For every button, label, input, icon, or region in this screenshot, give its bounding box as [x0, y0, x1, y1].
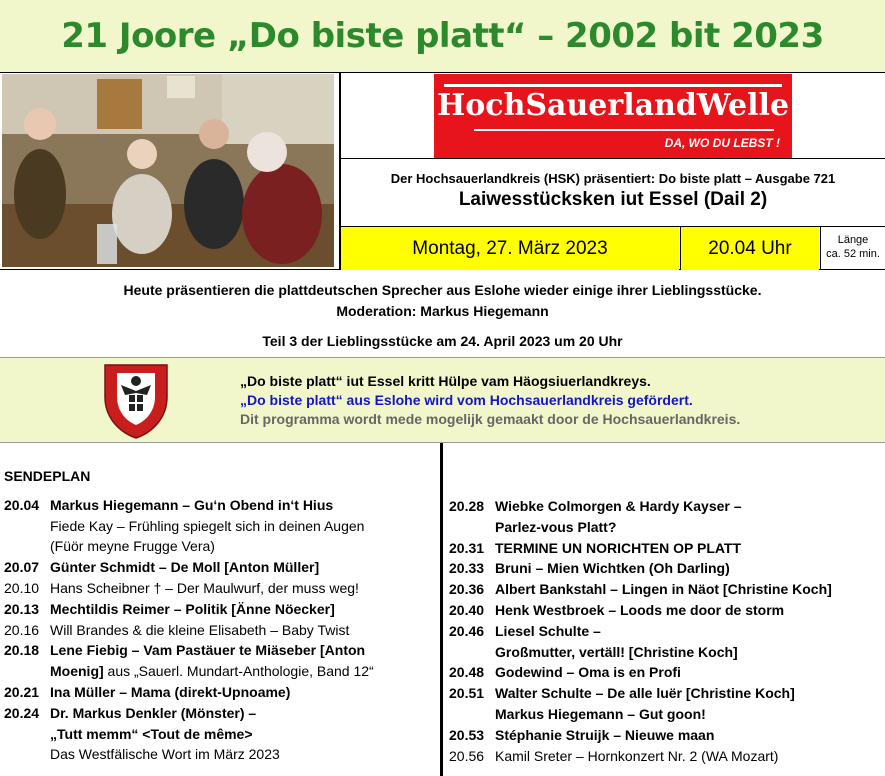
entry-title: Hans Scheibner † – Der Maulwurf, der muss weg! — [50, 579, 359, 596]
entry-text — [50, 599, 436, 620]
schedule-divider — [440, 443, 443, 776]
entry-time — [4, 744, 50, 765]
entry-title: Lene Fiebig – Vam Pastäuer te Miäseber [Anton — [50, 642, 366, 659]
entry-title: Wiebke Colmorgen & Hardy Kayser – — [495, 498, 742, 514]
entry-title: Henk Westbroek – Loods me door de storm — [495, 601, 785, 618]
entry-text — [495, 662, 879, 683]
intro-line-3: Teil 3 der Lieblingsstücke am 24. April 2023 um 20 Uhr — [262, 333, 623, 349]
entry-text — [50, 578, 436, 599]
schedule-entry — [4, 557, 436, 578]
schedule-entry — [449, 558, 879, 579]
schedule-entry — [4, 536, 436, 557]
schedule-list-left — [4, 495, 436, 765]
entry-title: Walter Schulte – De alle luër [Christine Koch] — [495, 685, 795, 702]
schedule-entry — [4, 640, 436, 661]
entry-title: Godewind – Oma is en Profi — [495, 664, 681, 681]
logo-area — [341, 73, 885, 159]
schedule-entry — [449, 662, 879, 683]
entry-text — [50, 495, 436, 516]
schedule-entry — [449, 704, 879, 725]
logo-name: HochSauerlandWelle — [436, 88, 790, 123]
entry-title: Günter Schmidt – De Moll [Anton Müller] — [50, 559, 320, 576]
schedule-entry — [449, 579, 879, 600]
intro-line-1: Heute präsentieren die plattdeutschen Sprecher aus Eslohe wieder einige ihrer Lieblingsstücke. — [123, 282, 762, 298]
entry-title: Albert Bankstahl – Lingen in Näot [Christine Koch] — [495, 581, 832, 598]
entry-text — [50, 682, 436, 703]
sponsor-box — [0, 357, 885, 443]
speakers-photo-illustration — [2, 74, 334, 267]
entry-title: Bruni – Mien Wichtken (Oh Darling) — [495, 560, 730, 577]
entry-text — [495, 746, 879, 767]
length-label: Länge — [837, 234, 869, 246]
page-title: 21 Joore „Do biste platt“ – 2002 bit 2023 — [61, 16, 824, 56]
schedule-entry — [4, 661, 436, 682]
sponsor-line-3: Dit programma wordt mede mogelijk gemaakt door de Hochsauerlandkreis. — [240, 411, 741, 427]
entry-time — [449, 517, 495, 538]
entry-title: Parlez-vous Platt? — [495, 518, 617, 535]
entry-time — [4, 724, 50, 745]
schedule-right-column — [449, 496, 879, 766]
entry-text — [495, 496, 879, 517]
schedule-entry — [449, 517, 879, 538]
schedule-entry — [449, 600, 879, 621]
intro-line-2: Moderation: Markus Hiegemann — [336, 303, 549, 319]
schedule-entry — [449, 496, 879, 517]
sponsor-text — [240, 372, 740, 429]
entry-text — [495, 579, 879, 600]
divider-horizontal — [341, 158, 885, 159]
entry-time: 20.46 — [449, 622, 485, 639]
entry-title: Ina Müller – Mama (direkt-Upnoame) — [50, 683, 291, 700]
entry-title: „Tutt memm“ <Tout de même> — [50, 725, 253, 742]
schedule-entry — [449, 746, 879, 767]
schedule-entry — [4, 495, 436, 516]
entry-text — [50, 536, 436, 557]
broadcast-info — [341, 226, 885, 270]
entry-text — [495, 600, 879, 621]
entry-time: 20.24 — [4, 704, 40, 721]
schedule-entry — [4, 703, 436, 724]
entry-text — [50, 557, 436, 578]
entry-title: (Füör meyne Frugge Vera) — [50, 538, 215, 555]
entry-time: 20.16 — [4, 621, 40, 638]
entry-text — [50, 744, 436, 765]
entry-time — [449, 642, 495, 663]
entry-title: Markus Hiegemann – Gu‘n Obend in‘t Hius — [50, 496, 334, 513]
entry-text — [50, 724, 436, 745]
broadcast-date: Montag, 27. März 2023 — [341, 227, 679, 270]
entry-title: TERMINE UN NORICHTEN OP PLATT — [495, 539, 742, 556]
schedule-entry — [4, 578, 436, 599]
entry-title: Dr. Markus Denkler (Mönster) – — [50, 704, 257, 721]
schedule-entry — [449, 621, 879, 642]
entry-text — [50, 661, 436, 682]
entry-text — [495, 558, 879, 579]
entry-time: 20.21 — [4, 683, 40, 700]
entry-time: 20.33 — [449, 560, 485, 577]
title-banner — [0, 0, 885, 72]
logo-slogan: DA, WO DU LEBST ! — [664, 136, 780, 150]
schedule-left-column — [4, 466, 436, 765]
entry-text — [495, 725, 879, 746]
entry-title: Stéphanie Struijk – Nieuwe maan — [495, 726, 715, 743]
entry-title: Das Westfälische Wort im März 2023 — [50, 746, 280, 763]
entry-title: Will Brandes & die kleine Elisabeth – Baby Twist — [50, 621, 350, 638]
entry-time: 20.07 — [4, 559, 40, 576]
header-section — [0, 72, 885, 270]
schedule-entry — [449, 538, 879, 559]
entry-text — [495, 642, 879, 663]
entry-text — [50, 620, 436, 641]
schedule-entry — [449, 683, 879, 704]
entry-title: Kamil Sreter – Hornkonzert Nr. 2 (WA Mozart) — [495, 747, 779, 764]
sponsor-line-1: „Do biste platt“ iut Essel kritt Hülpe vam Häogsiuerlandkreys. — [240, 373, 651, 389]
coat-of-arms-icon — [103, 363, 169, 439]
entry-time — [449, 704, 495, 725]
sponsor-line-2: „Do biste platt“ aus Eslohe wird vom Hochsauerlandkreis gefördert. — [240, 392, 693, 408]
entry-time: 20.10 — [4, 579, 40, 596]
sendeplan-heading: SENDEPLAN — [4, 468, 91, 484]
presenter-line: Der Hochsauerlandkreis (HSK) präsentiert: Do biste platt – Ausgabe 721 — [390, 171, 836, 186]
entry-time: 20.28 — [449, 498, 485, 514]
broadcast-length — [820, 227, 885, 270]
hochsauerlandwelle-logo — [434, 74, 792, 158]
length-value: ca. 52 min. — [826, 248, 880, 260]
entry-time: 20.04 — [4, 496, 40, 513]
entry-title: Moenig] — [50, 663, 104, 680]
entry-text — [495, 538, 879, 559]
schedule-list-right — [449, 496, 879, 766]
schedule-entry — [4, 724, 436, 745]
entry-time — [4, 516, 50, 537]
schedule-entry — [4, 599, 436, 620]
entry-text — [495, 683, 879, 704]
entry-title: Mechtildis Reimer – Politik [Änne Nöecker] — [50, 600, 335, 617]
entry-title: Liesel Schulte – — [495, 622, 601, 639]
schedule-entry — [4, 744, 436, 765]
entry-time: 20.53 — [449, 726, 485, 743]
entry-text — [495, 704, 879, 725]
entry-time — [4, 661, 50, 682]
entry-title: Fiede Kay – Frühling spiegelt sich in deinen Augen — [50, 517, 365, 534]
entry-time — [4, 536, 50, 557]
episode-title: Laiwesstücksken iut Essel (Dail 2) — [458, 189, 768, 210]
schedule-entry — [449, 642, 879, 663]
schedule-entry — [449, 725, 879, 746]
entry-suffix: aus „Sauerl. Mundart-Anthologie, Band 12“ — [103, 663, 374, 680]
schedule-entry — [4, 620, 436, 641]
entry-text — [495, 621, 879, 642]
entry-time: 20.31 — [449, 539, 485, 556]
speakers-photo — [2, 74, 334, 267]
schedule-entry — [4, 516, 436, 537]
entry-time: 20.13 — [4, 600, 40, 617]
schedule-entry — [4, 682, 436, 703]
entry-title: Großmutter, vertäll! [Christine Koch] — [495, 643, 738, 660]
entry-text — [50, 640, 436, 661]
entry-text — [50, 516, 436, 537]
entry-time: 20.36 — [449, 581, 485, 598]
entry-time: 20.56 — [449, 747, 485, 764]
entry-title: Markus Hiegemann – Gut goon! — [495, 705, 706, 722]
entry-time: 20.48 — [449, 664, 485, 681]
intro-text — [0, 280, 885, 352]
entry-time: 20.18 — [4, 642, 40, 659]
entry-time: 20.51 — [449, 685, 485, 702]
entry-text — [495, 517, 879, 538]
entry-time: 20.40 — [449, 601, 485, 618]
broadcast-time: 20.04 Uhr — [680, 227, 819, 270]
entry-text — [50, 703, 436, 724]
